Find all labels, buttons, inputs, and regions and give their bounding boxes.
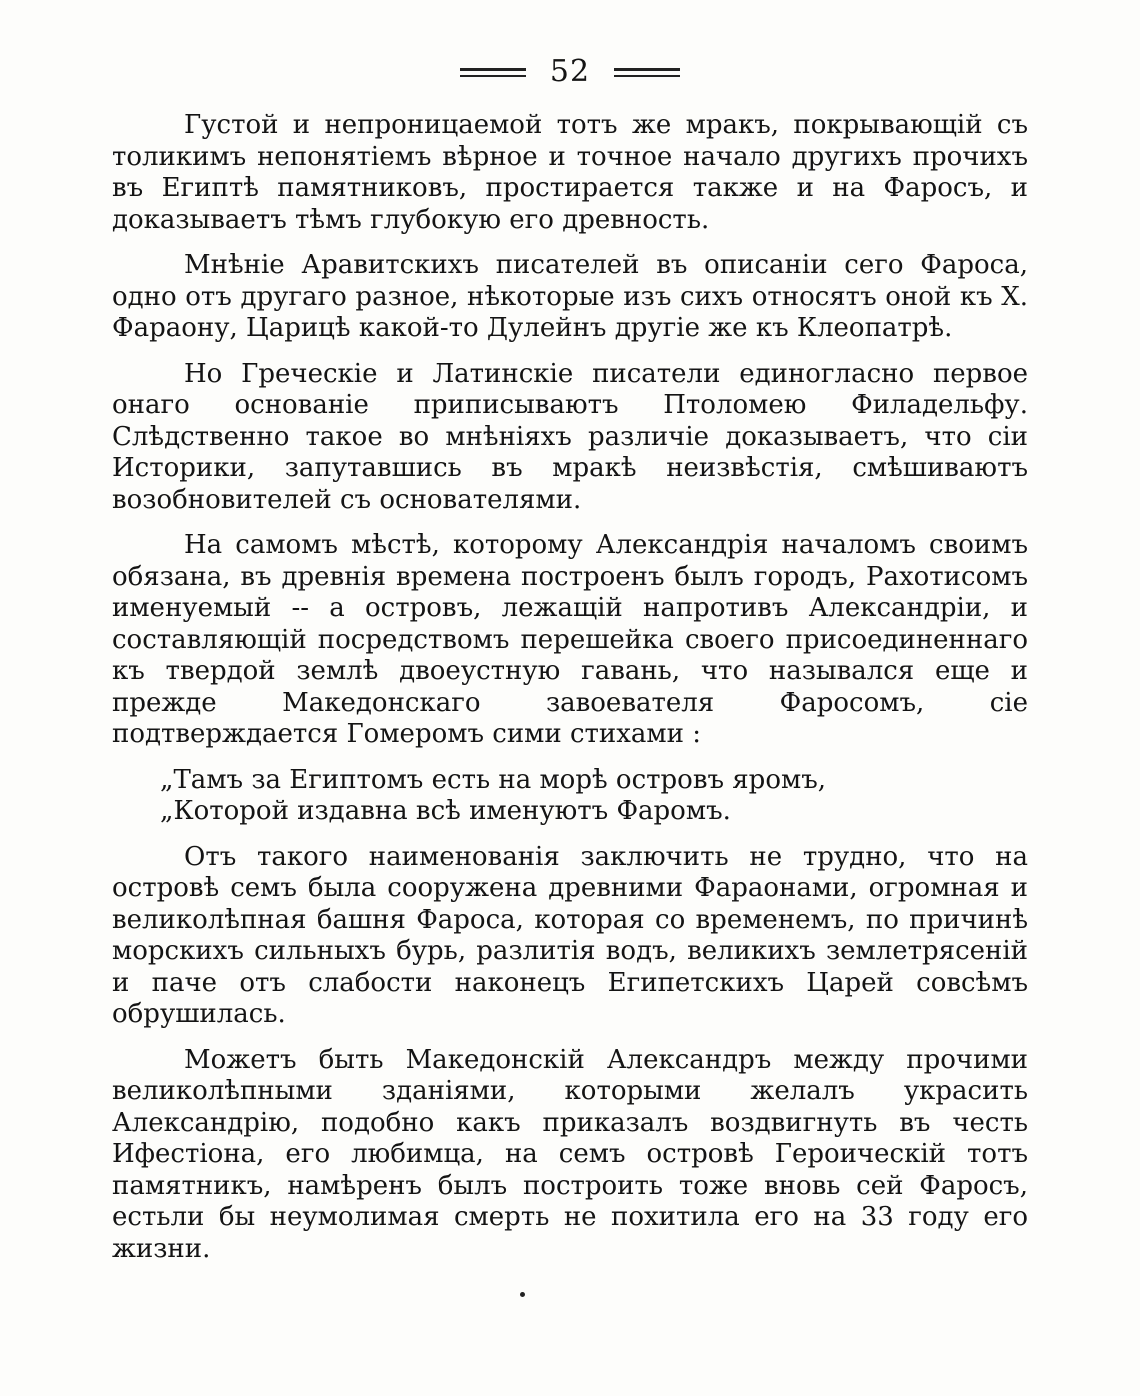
paragraph-3: Но Греческіе и Латинскіе писатели единогласно первое онаго основаніе приписываютъ Птоломею Филадельфу. Слѣдственно такое во мнѣніяхъ различіе доказываетъ, что сіи Историки, запутавшись въ мракѣ неизвѣстія, смѣшиваютъ возобновителей съ основателями. bbox=[112, 358, 1028, 515]
body-text bbox=[112, 110, 1028, 1279]
paragraph-1: Густой и непроницаемой тотъ же мракъ, покрывающій съ толикимъ непонятіемъ вѣрное и точное начало другихъ прочихъ въ Египтѣ памятниковъ, простирается также и на Фаросъ, и доказываетъ тѣмъ глубокую его древность. bbox=[112, 110, 1028, 235]
verse-line-1: „Тамъ за Египтомъ есть на морѣ островъ яромъ, bbox=[160, 764, 826, 795]
paragraph-4: На самомъ мѣстѣ, которому Александрія началомъ своимъ обязана, въ древнія времена построенъ былъ городъ, Рахотисомъ именуемый -- а островъ, лежащій напротивъ Александріи, и составляющій посредствомъ перешейка своего присоединеннаго къ твердой землѣ двоеустную гавань, что назывался еще и прежде Македонскаго завоевателя Фаросомъ, сіе подтверждается Гомеромъ сими стихами : bbox=[112, 530, 1028, 749]
page-header bbox=[0, 52, 1140, 92]
header-rule-right bbox=[614, 68, 680, 77]
ink-speck bbox=[520, 1292, 525, 1297]
paragraph-6: Можетъ быть Македонскій Александръ между прочими великолѣпными зданіями, которыми желалъ украсить Александрію, подобно какъ приказалъ воздвигнуть въ честь Ифестіона, его любимца, на семъ островѣ Героическій тотъ памятникъ, намѣренъ былъ построить тоже вновь сей Фаросъ, естьли бы неумолимая смерть не похитила его на 33 году его жизни. bbox=[112, 1044, 1028, 1264]
paragraph-2: Мнѣніе Аравитскихъ писателей въ описаніи сего Фароса, одно отъ другаго разное, нѣкоторые изъ сихъ относятъ оной къ Х. Фараону, Царицѣ какой-то Дулейнъ другіе же къ Клеопатрѣ. bbox=[112, 250, 1028, 343]
page-number: 52 bbox=[549, 54, 591, 89]
header-rule-left bbox=[460, 68, 526, 77]
paragraph-5: Отъ такого наименованія заключить не трудно, что на островѣ семъ была сооружена древними Фараонами, огромная и великолѣпная башня Фароса, которая со временемъ, по причинѣ морскихъ сильныхъ бурь, разлитія водъ, великихъ землетрясеній и паче отъ слабости наконецъ Египетскихъ Царей совсѣмъ обрушилась. bbox=[112, 841, 1028, 1029]
verse-line-2: „Которой издавна всѣ именуютъ Фаромъ. bbox=[160, 796, 731, 826]
